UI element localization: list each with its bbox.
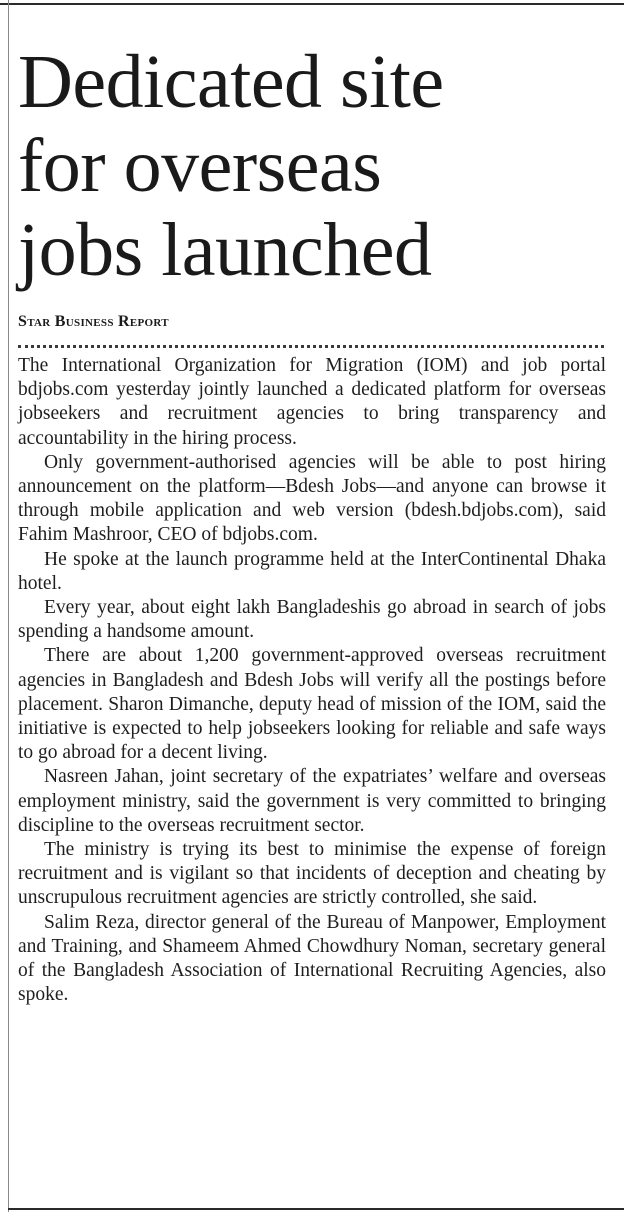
article-paragraph: Nasreen Jahan, joint secretary of the expatriates’ welfare and overseas employment ministry, said the government is very committed to bringing discipline to the overseas recruitment sector.	[18, 766, 606, 836]
article-column	[18, 40, 606, 1007]
article-paragraph: Salim Reza, director general of the Bureau of Manpower, Employment and Training, and Shameem Ahmed Chowdhury Noman, secretary general of the Bangladesh Association of International Recruiting Agencies, also spoke.	[18, 911, 606, 1006]
column-left-rule	[8, 0, 9, 1212]
article-paragraph: The International Organization for Migration (IOM) and job portal bdjobs.com yesterday jointly launched a dedicated platform for overseas jobseekers and recruitment agencies to bring transparency and accountability in the hiring process.	[18, 355, 606, 449]
article-paragraph: The ministry is trying its best to minimise the expense of foreign recruitment and is vigilant so that incidents of deception and cheating by unscrupulous recruitment agencies are strictly controlled, she said.	[18, 839, 606, 909]
article-paragraph: Only government-authorised agencies will be able to post hiring announcement on the platform—Bdesh Jobs—and anyone can browse it through mobile application and web version (bdesh.bdjobs.com), said Fahim Mashroor, CEO of bdjobs.com.	[18, 451, 606, 546]
article-body	[18, 354, 606, 1007]
headline	[18, 40, 606, 292]
headline-line: Dedicated site	[18, 40, 444, 124]
top-border-rule	[0, 3, 624, 5]
dotted-divider	[18, 345, 604, 348]
bottom-border-rule	[8, 1208, 624, 1210]
article-paragraph: He spoke at the launch programme held at the InterContinental Dhaka hotel.	[18, 548, 606, 594]
byline: Star Business Report	[18, 313, 169, 330]
article-paragraph: There are about 1,200 government-approved overseas recruitment agencies in Bangladesh and Bdesh Jobs will verify all the postings before placement. Sharon Dimanche, deputy head of mission of the IOM, said the initiative is expected to help jobseekers looking for reliable and safe ways to go abroad for a decent living.	[18, 645, 606, 764]
headline-line: for overseas	[18, 124, 382, 208]
article-paragraph: Every year, about eight lakh Bangladeshis go abroad in search of jobs spending a handsome amount.	[18, 597, 606, 643]
headline-line: jobs launched	[18, 208, 432, 292]
